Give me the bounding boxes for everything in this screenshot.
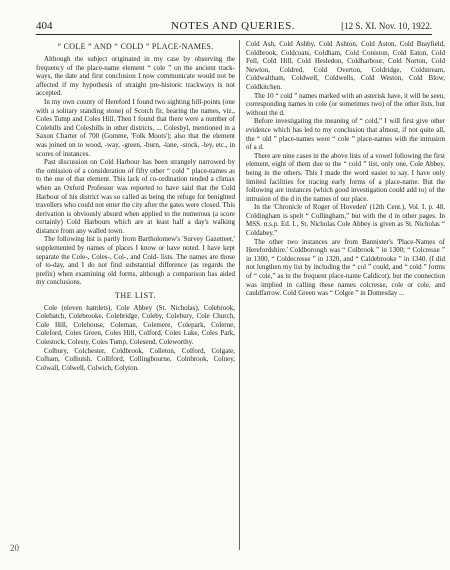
left-column <box>36 40 235 555</box>
paragraph: Although the subject originated in my case by observing the frequency of the place-name element “ cole ” on the ancient track-ways, the date and first conclusion I now communicate would not be affected if my hypothesis of straight pre-historic trackways is not accepted. <box>36 55 235 98</box>
list-heading: THE LIST. <box>114 291 157 301</box>
page-number: 404 <box>36 20 53 32</box>
paragraph: The 10 “ cold ” names marked with an asterisk have, it will be seen, corresponding names in cole (or sometimes two) of the other lists, but without the d. <box>246 91 445 117</box>
paragraph: The other two instances are from Bannister's 'Place-Names of Herefordshire.' Coldborough was “ Colbrook ” in 1300; “ Colcresse ” in 1300, “ Coldecresse ” in 1320, and “ Caldebrooke ” in 1340. (I did not lengthen my list by including the “ col ” could, and “ cold ” forms of “ cole,” as in the frequent place-name Caldicot), but the connection was implied in calling these names colcresse, cole or cole, and cauldfarrow. Cold Green was “ Colgre ” in Domesday ... <box>246 237 445 298</box>
issue-reference: [12 S. XI. Nov. 10, 1922. <box>341 21 432 31</box>
page-header <box>36 18 432 34</box>
paragraph: There are nine cases in the above lists of a vowel following the first element, eight of them due to the “ cold ” list, only one, Cole Abbey, being in the others. This I made the word easier to say. I have only limited facilities for tracing early forms of a place-name. But the following are instances (which good investigation could add to) of the intrusion of the d in the names of our place. <box>246 151 445 203</box>
paragraph: The following list is partly from Bartholomew's 'Survey Gazetteer,' supplemented by names of places I know or have noted. I have kept separate the Cole-, Coles-, Col-, and Cold- lists. The names are those of to-day, and I do not find substantial difference (as regards the prefix) when examining old forms, although a comparison has aided my conclusions. <box>36 235 235 287</box>
paragraph: Before investigating the meaning of “ cold,” I will first give other evidence which has led to my conclusion that almost, if not quite all, the “ old ” place-names were “ cole ” place-names with the intrusion of a d. <box>246 117 445 152</box>
header-rule <box>36 34 432 35</box>
paragraph: Past discussion on Cold Harbour has been strangely narrowed by the omission of a consideration of fifty other “ cold ” place-names as to the use of that element. This lack of co-ordination tended a climax when an Oxford Professor was reported to have said that the Cold Harbour of his district was so called as being the refuge for benighted travellers who could not enter the city after the gates were closed. This derivation is obviously absurd when applied to the numerous (a score certainly) Cold Harbours which are at least half a day's walking distance from any walled town. <box>36 158 235 235</box>
journal-title: NOTES AND QUERIES. <box>171 20 296 32</box>
column-separator <box>239 40 240 550</box>
paragraph: In the 'Chronicle of Roger of Hoveden' (12th Cent.), Vol. I. p. 48, Coldingham is spelt “ Collingham,” but with the d in other pages. In MSS. n.s.p. Ed. I., St. Nicholas Cole Abbey is given as St. Nicholas “ Coldabey.” <box>246 203 445 238</box>
paragraph: In my own county of Hereford I found two sighting hill-points (one with a solitary standing stone) of Scotch fir, bearing the names, viz., Coles Tump and Coles Hill. Then I found that there were a number of Colehills and Coleshills in other districts, ... Colesbyl, mentioned in a Saxon Charter of 700 (Gomme, 'Folk Moots'); also that the element was joined on to wood, -way, -green, -burn, -lane, -stock, -ley, etc., in scores of instances. <box>36 97 235 158</box>
margin-mark: 20 <box>10 543 19 553</box>
list-text: Cole (eleven hamlets), Cole Abbey (St. Nicholas), Colebrook, Colebatch, Colebrooke, Colebridge, Coleby, Colebury, Cole Church, Cole Hill, Colehouse, Coleman, Colemere, Colepark, Colerne, Coleford, Coles Green, Coles Hill, Colford, Coles Lake, Coles Park, Colestock, Colesty, Coles Tump, Colesend, Coleworthy. <box>36 303 235 346</box>
article-heading: “ COLE ” AND “ COLD ” PLACE-NAMES. <box>57 42 214 51</box>
paragraph: Cold Ash, Cold Ashby, Cold Ashton, Cold Aston, Cold Brayfield, Coldbrook, Coldcoats, Coldham, Cold Coniston, Cold Eaton, Cold Fell, Cold Hill, Cold Hesledon, Coldharbour, Cold Norton, Cold Newton, Coldred, Cold Overton, Coldridge, Coldstream, Coldwaltham, Coldwell, Coldwells, Cold Weston, Cold Blow, Coldkitchen. <box>246 40 445 91</box>
right-column <box>246 40 445 555</box>
list-text: Colbury, Colchester, Coldbrook, Colleton, Colford, Colgate, Colham, Colhuish, Colliford, Collingbourne, Colnbrook, Colney, Colwall, Colwell, Colwich, Colyton. <box>36 346 235 372</box>
